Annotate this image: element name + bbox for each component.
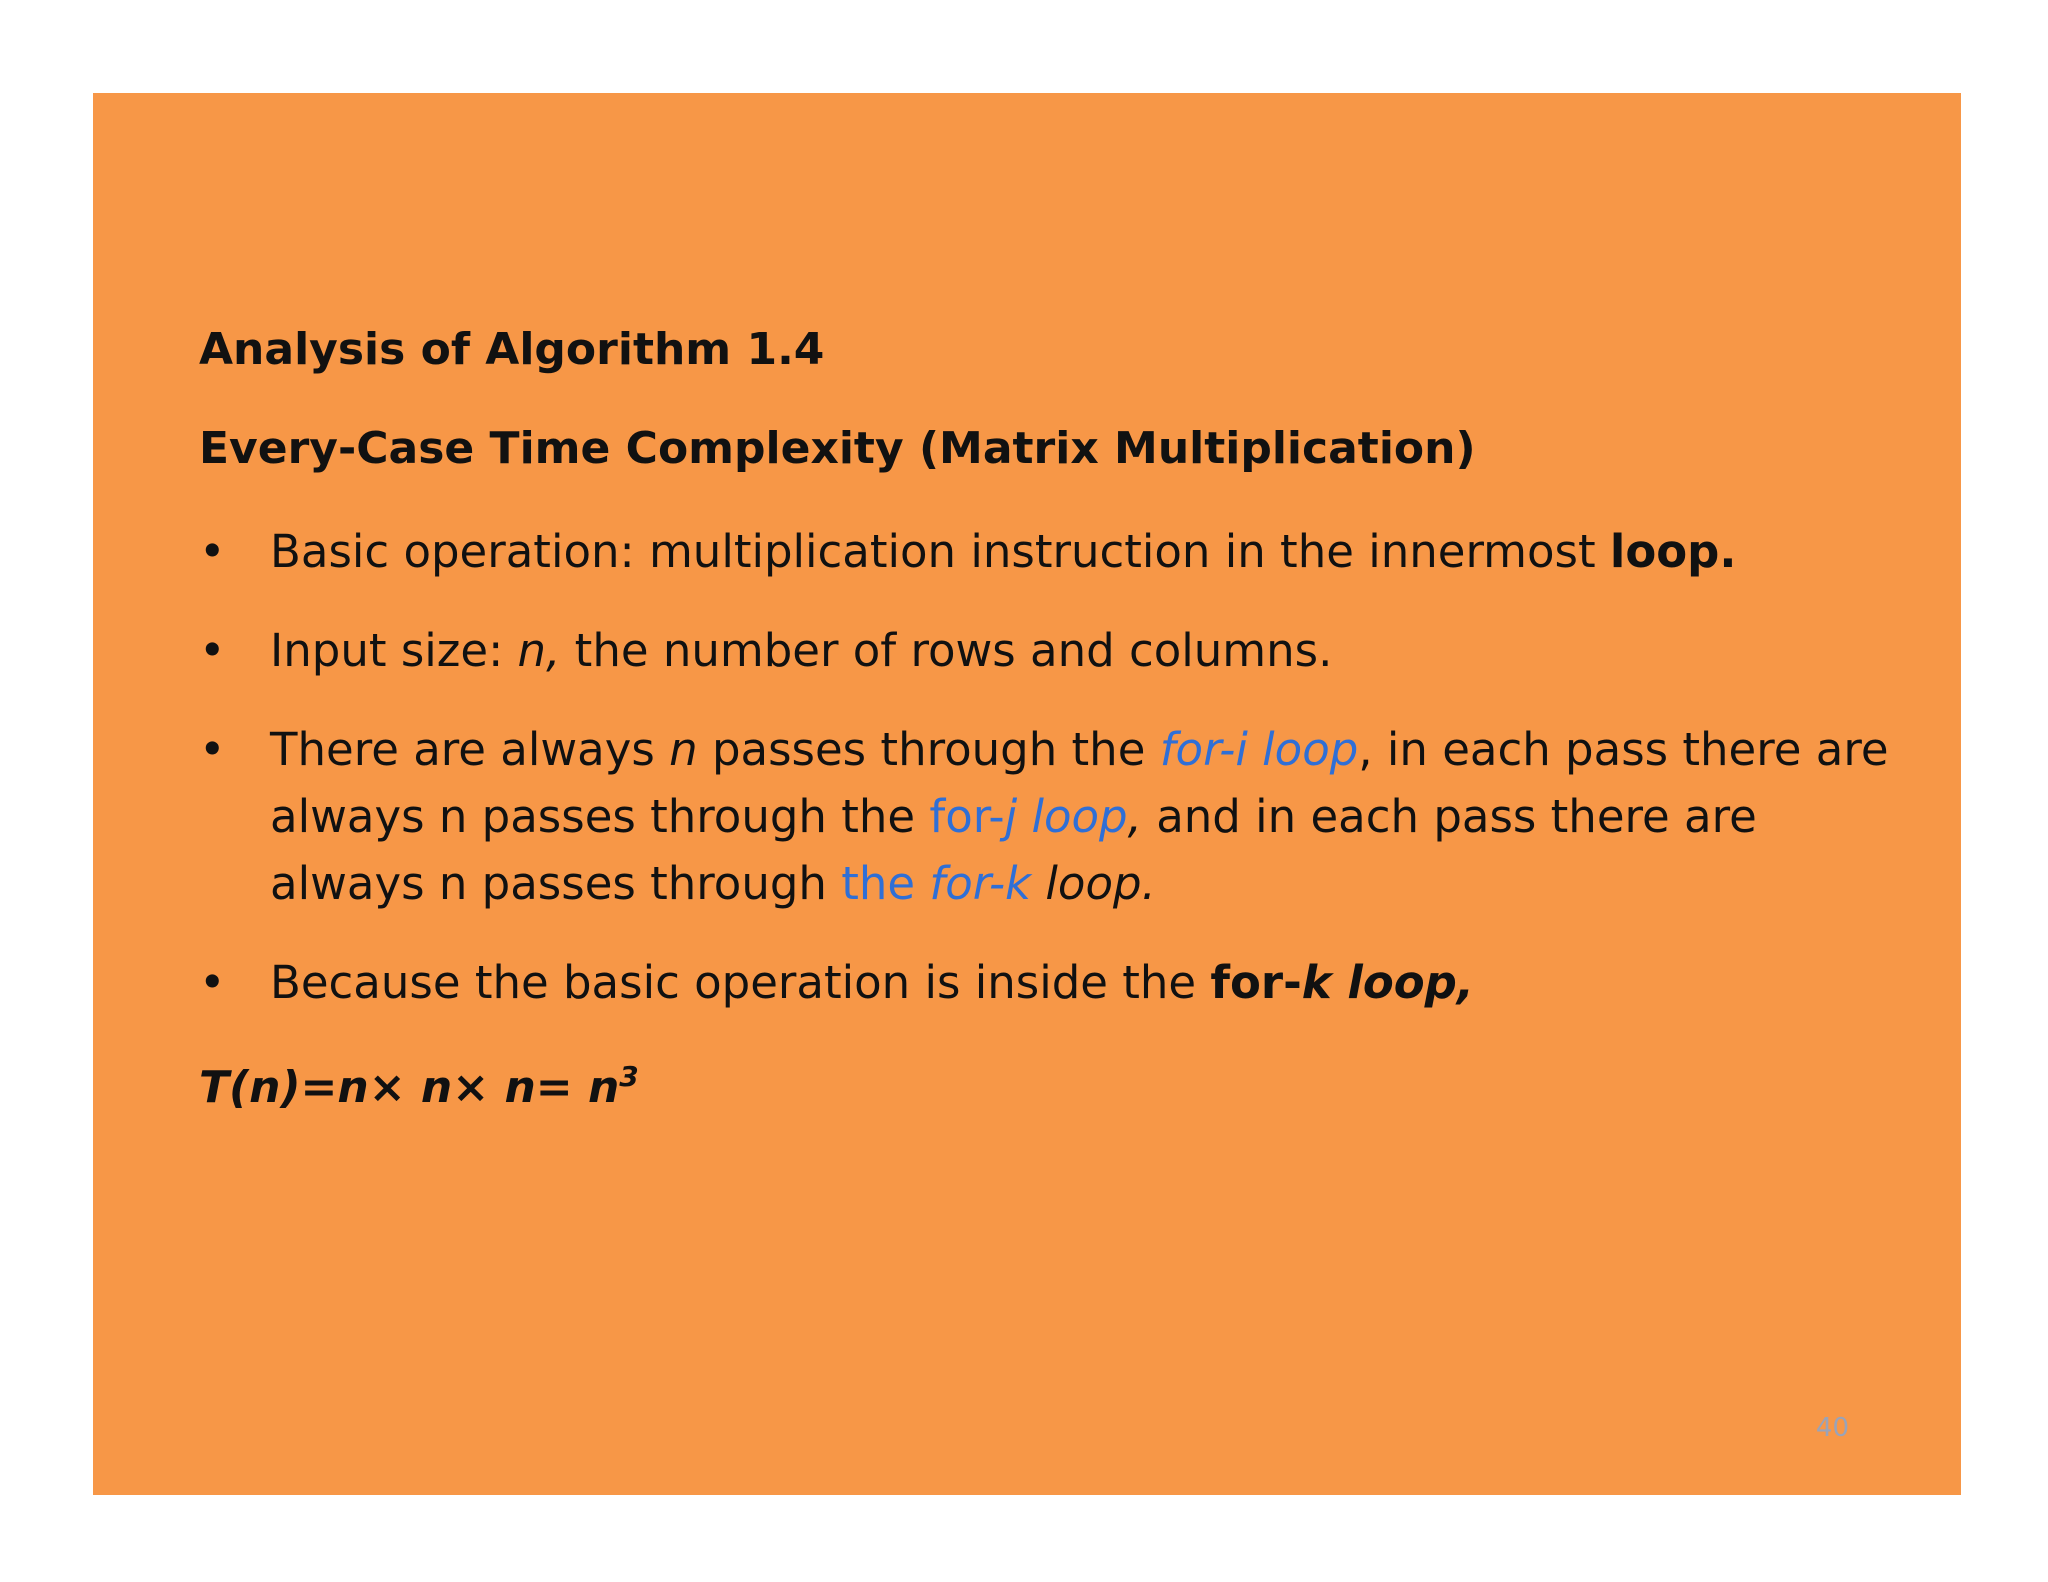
for-i-loop-text: for-i loop [1159,723,1359,776]
bullet-text: the number of rows and columns. [560,624,1333,677]
slide-content [199,321,1899,1117]
bullet-basic-operation [199,518,1899,585]
bullet-icon: • [199,723,226,776]
bullet-list [199,518,1899,1016]
variable-n: n [669,723,698,776]
formula-exponent: 3 [619,1060,639,1093]
bullet-text: Basic operation: multiplication instruction in the innermost [270,525,1610,578]
bullet-because [199,949,1899,1016]
slide-heading: Analysis of Algorithm 1.4 [199,324,825,375]
bullet-bold-italic-text: k loop, [1301,956,1474,1009]
bullet-icon: • [199,624,226,677]
bullet-text: and in each pass there are always n passes through [270,790,1757,910]
bullet-text: There are always [270,723,670,776]
the-text: the [841,857,930,910]
for-j-loop-text: j loop [1004,790,1128,843]
for-k-text: for-k [929,857,1032,910]
for-j-prefix: for- [929,790,1005,843]
bullet-bold-text: loop. [1609,525,1737,578]
bullet-loop-passes [199,716,1899,917]
bullet-text: Input size: [270,624,518,677]
bullet-input-size [199,617,1899,684]
slide [93,93,1961,1495]
bullet-icon: • [199,525,226,578]
bullet-text: Because the basic operation is inside the [270,956,1211,1009]
variable-n: n, [517,624,561,677]
bullet-comma: , [1127,790,1142,843]
formula-text: T(n)=n× n× n= n [199,1062,620,1113]
bullet-bold-text: for- [1210,956,1302,1009]
bullet-text: , in each pass there are always n passes through the [270,723,1889,843]
loop-end-text: loop. [1031,857,1156,910]
slide-subheading: Every-Case Time Complexity (Matrix Multiplication) [199,423,1476,474]
bullet-icon: • [199,956,226,1009]
complexity-formula [199,1048,1899,1117]
bullet-text: passes through the [697,723,1160,776]
page-number: 40 [1815,1413,1849,1443]
